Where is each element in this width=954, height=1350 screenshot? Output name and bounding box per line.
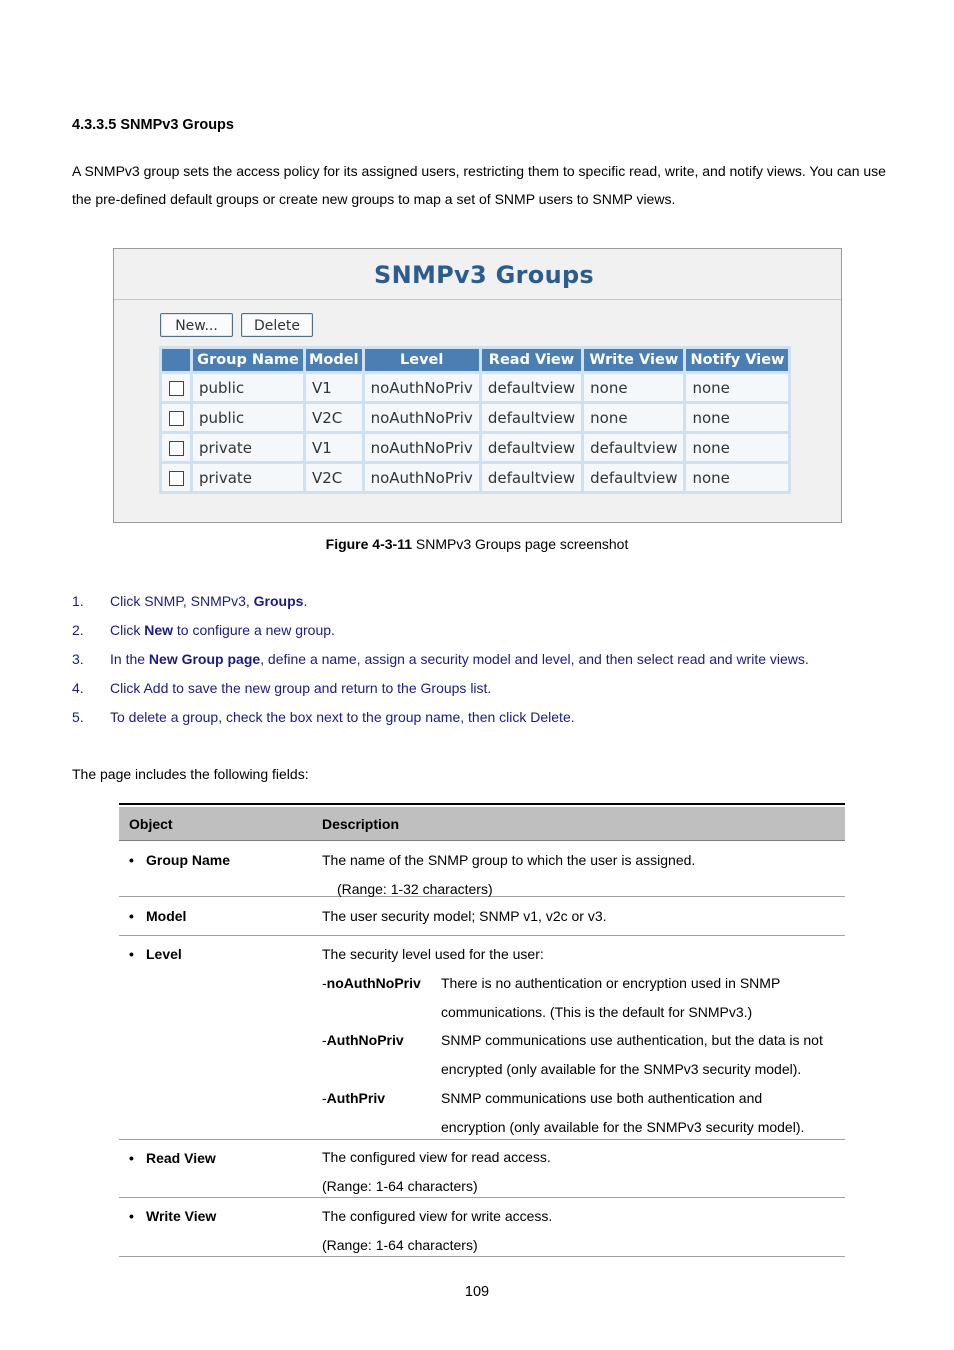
read-view-cell: defaultview (482, 464, 581, 491)
page-number: 109 (464, 1284, 490, 1300)
field-description-range: (Range: 1-32 characters) (337, 881, 493, 897)
select-column-header (162, 349, 190, 371)
model-cell: V2C (306, 404, 362, 431)
field-description-range: (Range: 1-64 characters) (322, 1178, 478, 1194)
field-object: • Group Name (129, 852, 231, 868)
step-number: 1. (72, 593, 84, 609)
field-description: The configured view for write access. (322, 1208, 553, 1224)
new-button[interactable]: New... (160, 313, 233, 337)
field-object: • Level (129, 946, 182, 962)
row-checkbox[interactable] (169, 471, 184, 486)
column-read-view: Read View (482, 349, 581, 371)
level-option-description: encryption (only available for the SNMPv3 security model). (441, 1119, 805, 1135)
row-checkbox[interactable] (169, 441, 184, 456)
field-row-read-view (119, 1140, 845, 1198)
write-view-cell: defaultview (584, 464, 683, 491)
field-description: The security level used for the user: (322, 946, 544, 962)
group-name-cell: public (193, 404, 303, 431)
table-row (162, 404, 788, 431)
step-text: To delete a group, check the box next to the group name, then click Delete. (110, 709, 575, 725)
write-view-cell: defaultview (584, 434, 683, 461)
row-checkbox-cell (162, 434, 190, 461)
column-model: Model (306, 349, 362, 371)
write-view-cell: none (584, 374, 683, 401)
row-checkbox[interactable] (169, 381, 184, 396)
table-row (162, 464, 788, 491)
header-object: Object (129, 816, 173, 832)
level-option-name: -AuthNoPriv (322, 1032, 404, 1048)
row-checkbox-cell (162, 374, 190, 401)
figure-caption (0, 536, 954, 552)
groups-table (159, 346, 791, 494)
field-description: The user security model; SNMP v1, v2c or v3. (322, 908, 607, 924)
field-object: • Write View (129, 1208, 217, 1224)
notify-view-cell: none (686, 434, 788, 461)
step-number: 5. (72, 709, 84, 725)
step-number: 2. (72, 622, 84, 638)
field-description: The name of the SNMP group to which the user is assigned. (322, 852, 696, 868)
step-item (72, 705, 892, 734)
fields-intro: The page includes the following fields: (72, 766, 309, 782)
field-row-group-name (119, 841, 845, 897)
level-option-description: SNMP communications use both authentication and (441, 1090, 763, 1106)
field-description-range: (Range: 1-64 characters) (322, 1237, 478, 1253)
notify-view-cell: none (686, 464, 788, 491)
field-row-level (119, 936, 845, 1140)
step-item (72, 618, 892, 647)
field-object: • Model (129, 908, 187, 924)
group-name-cell: private (193, 434, 303, 461)
snmpv3-groups-screenshot (113, 248, 842, 523)
row-checkbox-cell (162, 404, 190, 431)
field-row-model (119, 897, 845, 936)
read-view-cell: defaultview (482, 374, 581, 401)
read-view-cell: defaultview (482, 434, 581, 461)
model-cell: V1 (306, 374, 362, 401)
column-group-name: Group Name (193, 349, 303, 371)
group-name-cell: private (193, 464, 303, 491)
level-option-description: SNMP communications use authentication, but the data is not (441, 1032, 823, 1048)
level-option-description: encrypted (only available for the SNMPv3 security model). (441, 1061, 802, 1077)
groups-table-header (162, 349, 788, 371)
model-cell: V1 (306, 434, 362, 461)
row-checkbox[interactable] (169, 411, 184, 426)
column-notify-view: Notify View (686, 349, 788, 371)
step-text: In the New Group page, define a name, assign a security model and level, and then select read and write views. (110, 651, 809, 667)
intro-paragraph: A SNMPv3 group sets the access policy for its assigned users, restricting them to specific read, write, and notify views. You can use the pre-defined default groups or create new groups to map a set of SNMP users to SNMP views. (72, 163, 886, 207)
section-heading: 4.3.3.5 SNMPv3 Groups (72, 117, 234, 133)
step-number: 3. (72, 651, 84, 667)
level-cell: noAuthNoPriv (365, 464, 479, 491)
table-top-rule (119, 803, 845, 805)
table-header (119, 807, 845, 841)
header-description: Description (322, 816, 400, 832)
instruction-steps (72, 589, 892, 734)
read-view-cell: defaultview (482, 404, 581, 431)
level-cell: noAuthNoPriv (365, 374, 479, 401)
delete-button[interactable]: Delete (241, 313, 313, 337)
figure-label: Figure 4-3-11 (325, 536, 413, 552)
step-text: Click New to configure a new group. (110, 622, 335, 638)
step-number: 4. (72, 680, 84, 696)
table-row (162, 434, 788, 461)
level-option-name: -noAuthNoPriv (322, 975, 421, 991)
row-checkbox-cell (162, 464, 190, 491)
column-write-view: Write View (584, 349, 683, 371)
field-description: The configured view for read access. (322, 1149, 551, 1165)
step-text: Click SNMP, SNMPv3, Groups. (110, 593, 308, 609)
step-item (72, 676, 892, 705)
screenshot-title: SNMPv3 Groups (374, 261, 595, 289)
step-item (72, 589, 892, 618)
step-text: Click Add to save the new group and return to the Groups list. (110, 680, 492, 696)
model-cell: V2C (306, 464, 362, 491)
write-view-cell: none (584, 404, 683, 431)
step-item (72, 647, 892, 676)
level-option-name: -AuthPriv (322, 1090, 386, 1106)
table-row (162, 374, 788, 401)
level-option-description: There is no authentication or encryption used in SNMP (441, 975, 781, 991)
level-option-description: communications. (This is the default for SNMPv3.) (441, 1004, 753, 1020)
figure-caption-text: SNMPv3 Groups page screenshot (412, 536, 629, 552)
group-name-cell: public (193, 374, 303, 401)
field-row-write-view (119, 1198, 845, 1257)
level-cell: noAuthNoPriv (365, 404, 479, 431)
notify-view-cell: none (686, 374, 788, 401)
field-object: • Read View (129, 1150, 216, 1166)
level-cell: noAuthNoPriv (365, 434, 479, 461)
column-level: Level (365, 349, 479, 371)
notify-view-cell: none (686, 404, 788, 431)
screenshot-title-bar (114, 249, 841, 300)
